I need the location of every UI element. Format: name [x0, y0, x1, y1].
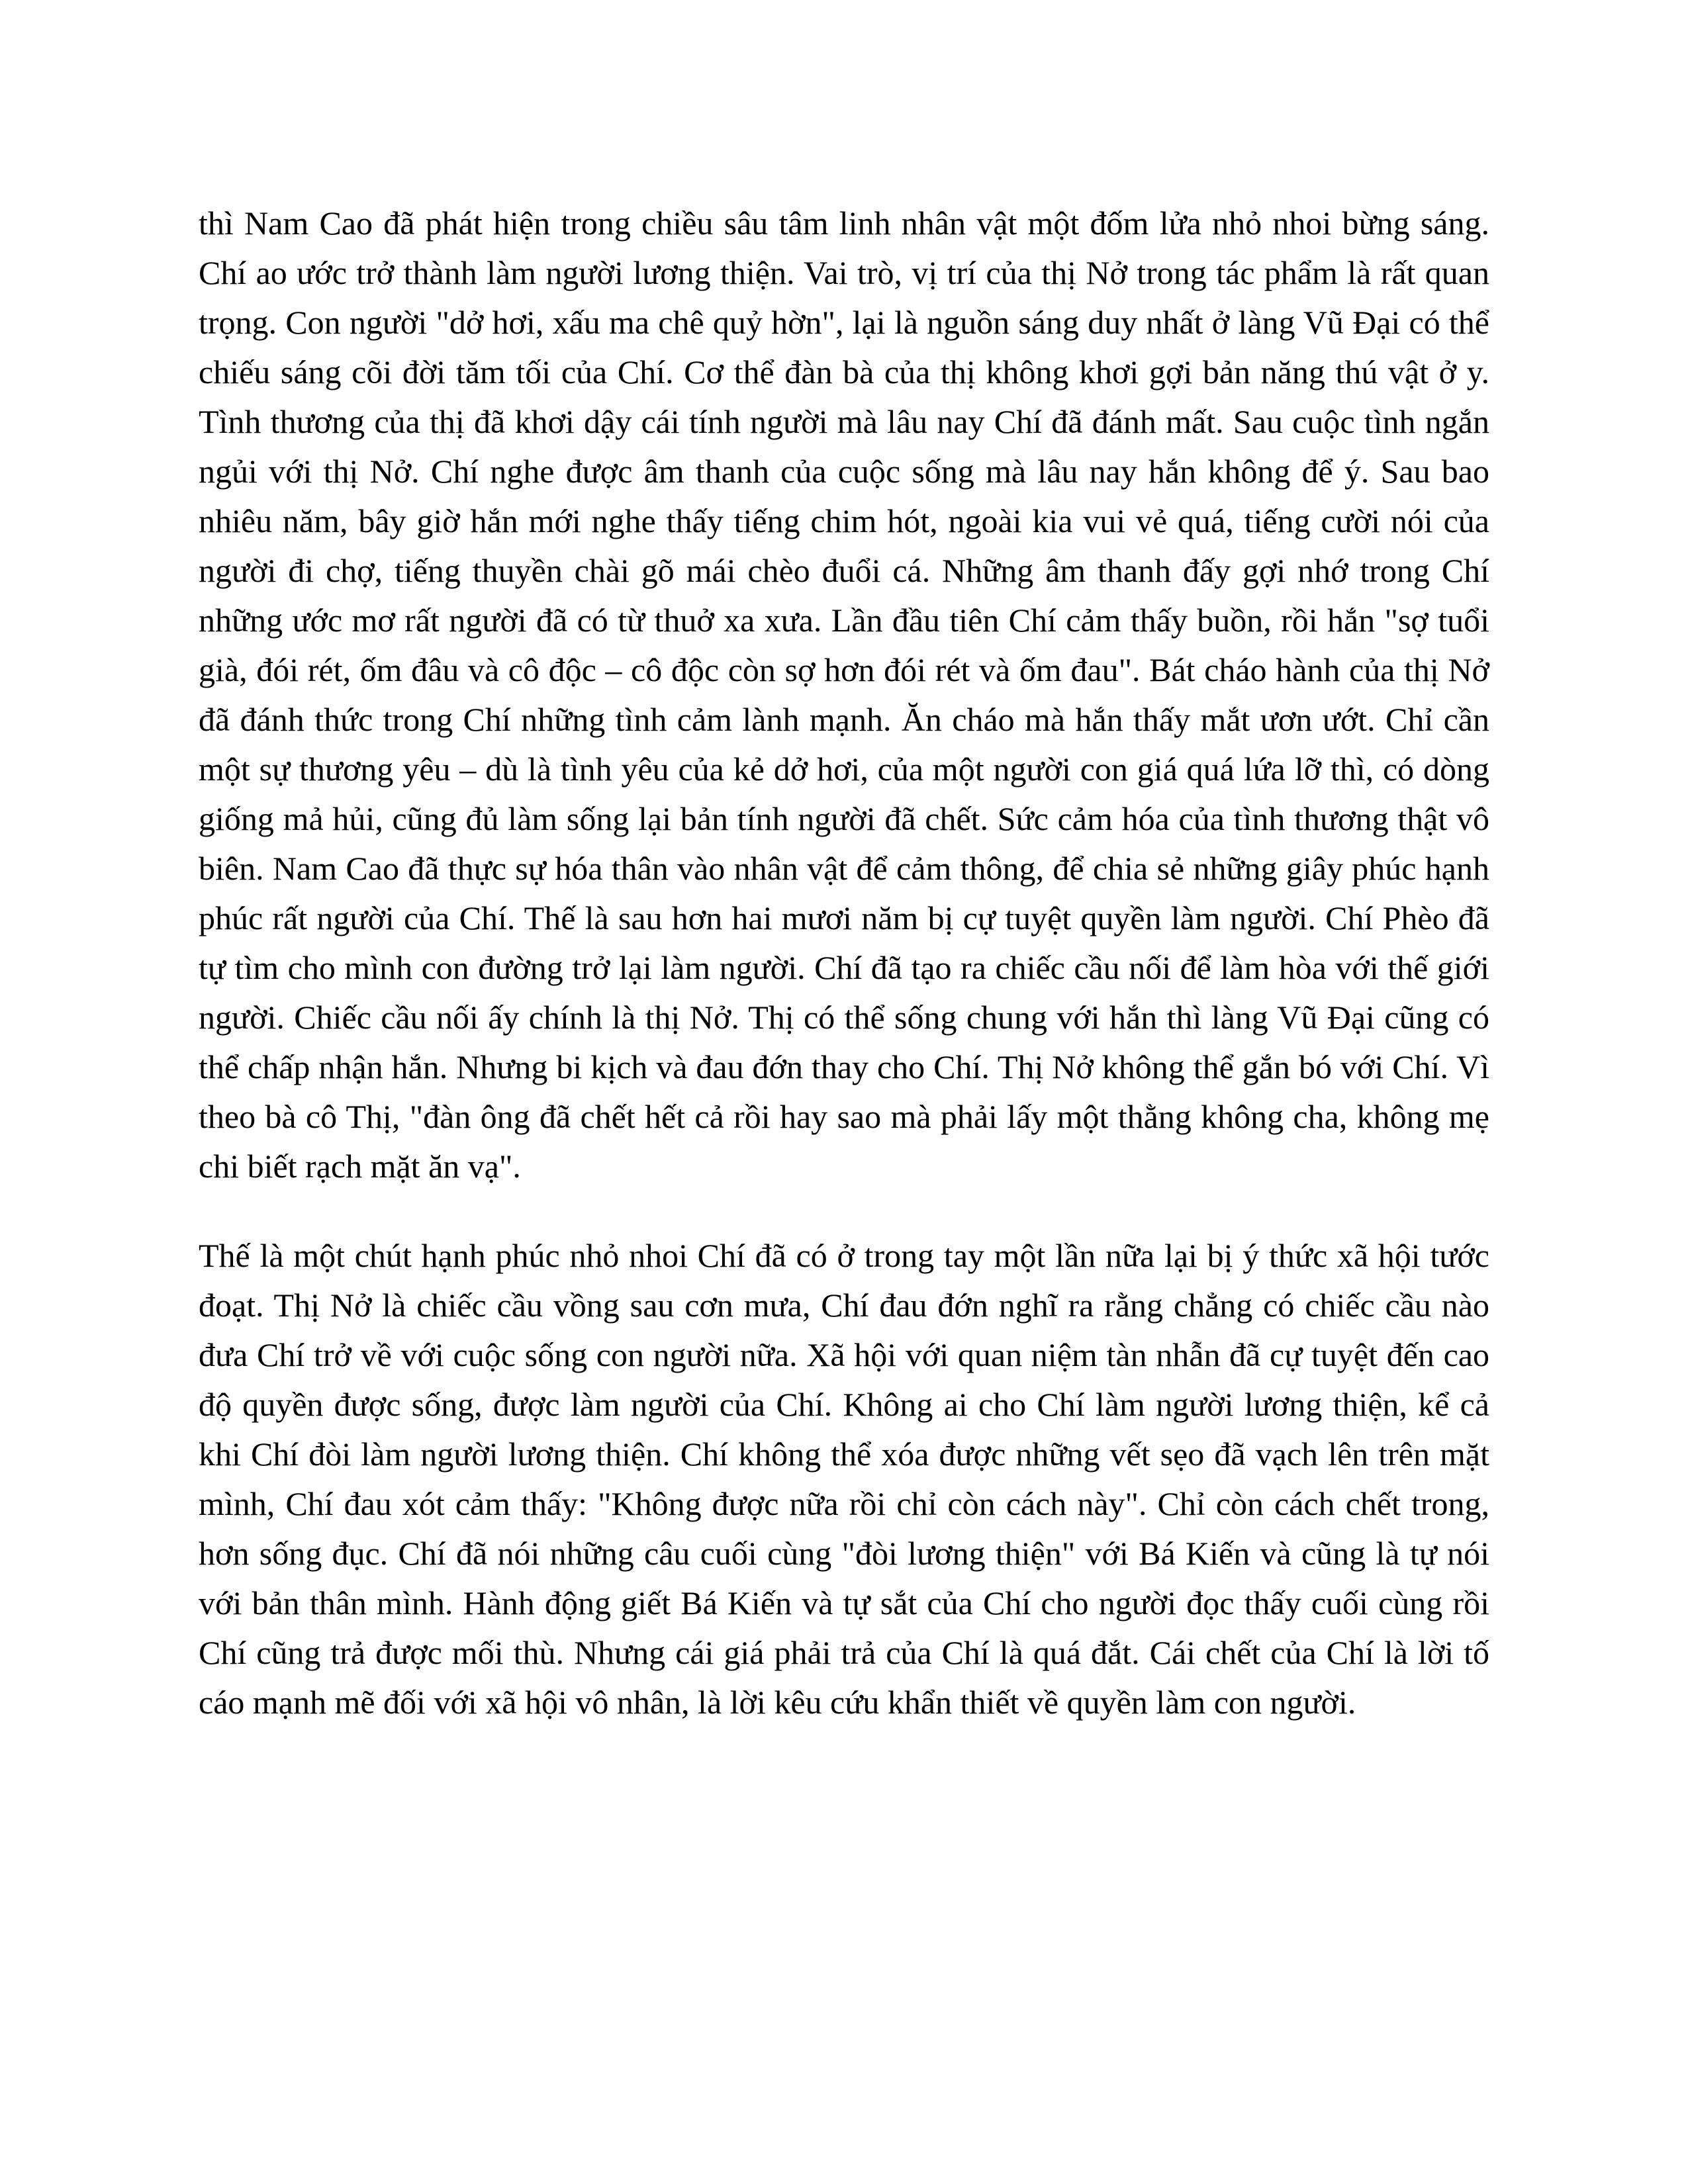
- document-body: [199, 199, 1489, 1727]
- paragraph-1: thì Nam Cao đã phát hiện trong chiều sâu tâm linh nhân vật một đốm lửa nhỏ nhoi bừng sáng. Chí ao ước trở thành làm người lương thiện. Vai trò, vị trí của thị Nở trong tác phẩm là rất quan trọng. Con người "dở hơi, xấu ma chê quỷ hờn", lại là nguồn sáng duy nhất ở làng Vũ Đại có thể chiếu sáng cõi đời tăm tối của Chí. Cơ thể đàn bà của thị không khơi gợi bản năng thú vật ở y. Tình thương của thị đã khơi dậy cái tính người mà lâu nay Chí đã đánh mất. Sau cuộc tình ngắn ngủi với thị Nở. Chí nghe được âm thanh của cuộc sống mà lâu nay hắn không để ý. Sau bao nhiêu năm, bây giờ hắn mới nghe thấy tiếng chim hót, ngoài kia vui vẻ quá, tiếng cười nói của người đi chợ, tiếng thuyền chài gõ mái chèo đuổi cá. Những âm thanh đấy gợi nhớ trong Chí những ước mơ rất người đã có từ thuở xa xưa. Lần đầu tiên Chí cảm thấy buồn, rồi hắn "sợ tuổi già, đói rét, ốm đâu và cô độc – cô độc còn sợ hơn đói rét và ốm đau". Bát cháo hành của thị Nở đã đánh thức trong Chí những tình cảm lành mạnh. Ăn cháo mà hắn thấy mắt ươn ướt. Chỉ cần một sự thương yêu – dù là tình yêu của kẻ dở hơi, của một người con giá quá lứa lỡ thì, có dòng giống mả hủi, cũng đủ làm sống lại bản tính người đã chết. Sức cảm hóa của tình thương thật vô biên. Nam Cao đã thực sự hóa thân vào nhân vật để cảm thông, để chia sẻ những giây phúc hạnh phúc rất người của Chí. Thế là sau hơn hai mươi năm bị cự tuyệt quyền làm người. Chí Phèo đã tự tìm cho mình con đường trở lại làm người. Chí đã tạo ra chiếc cầu nối để làm hòa với thế giới người. Chiếc cầu nối ấy chính là thị Nở. Thị có thể sống chung với hắn thì làng Vũ Đại cũng có thể chấp nhận hắn. Nhưng bi kịch và đau đớn thay cho Chí. Thị Nở không thể gắn bó với Chí. Vì theo bà cô Thị, "đàn ông đã chết hết cả rồi hay sao mà phải lấy một thằng không cha, không mẹ chi biết rạch mặt ăn vạ".: [199, 205, 1489, 1185]
- paragraph-2: Thế là một chút hạnh phúc nhỏ nhoi Chí đã có ở trong tay một lần nữa lại bị ý thức xã hội tước đoạt. Thị Nở là chiếc cầu vồng sau cơn mưa, Chí đau đớn nghĩ ra rằng chẳng có chiếc cầu nào đưa Chí trở về với cuộc sống con người nữa. Xã hội với quan niệm tàn nhẫn đã cự tuyệt đến cao độ quyền được sống, được làm người của Chí. Không ai cho Chí làm người lương thiện, kể cả khi Chí đòi làm người lương thiện. Chí không thể xóa được những vết sẹo đã vạch lên trên mặt mình, Chí đau xót cảm thấy: "Không được nữa rồi chỉ còn cách này". Chỉ còn cách chết trong, hơn sống đục. Chí đã nói những câu cuối cùng "đòi lương thiện" với Bá Kiến và cũng là tự nói với bản thân mình. Hành động giết Bá Kiến và tự sắt của Chí cho người đọc thấy cuối cùng rồi Chí cũng trả được mối thù. Nhưng cái giá phải trả của Chí là quá đắt. Cái chết của Chí là lời tố cáo mạnh mẽ đối với xã hội vô nhân, là lời kêu cứu khẩn thiết về quyền làm con người.: [199, 1237, 1489, 1721]
